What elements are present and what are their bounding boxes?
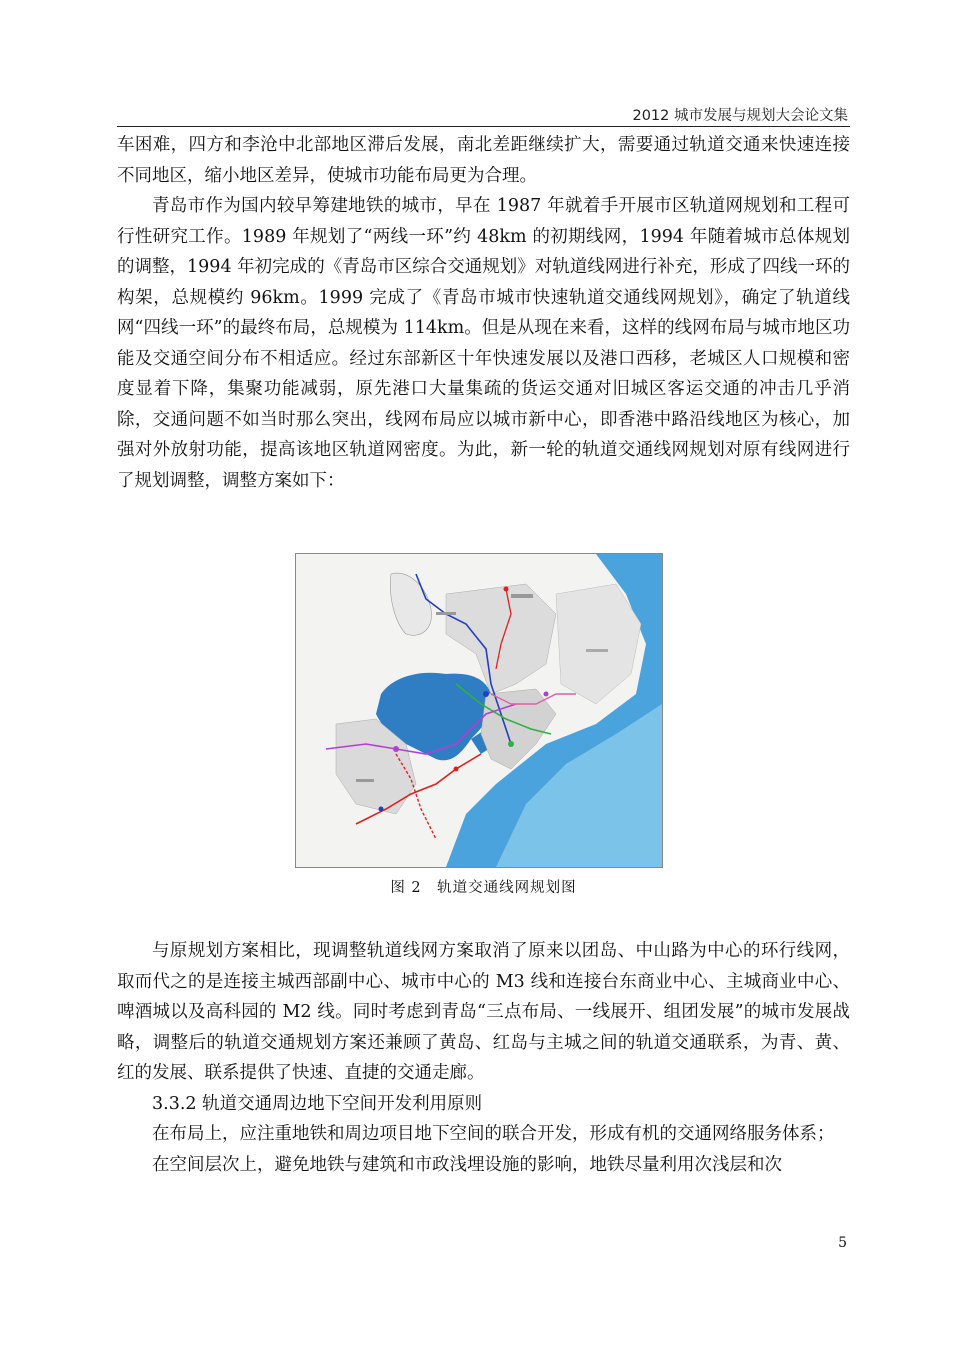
section-heading: 3.3.2 轨道交通周边地下空间开发利用原则 <box>152 1093 483 1114</box>
paragraph: 在布局上，应注重地铁和周边项目地下空间的联合开发，形成有机的交通网络服务体系； <box>152 1124 835 1144</box>
paragraph: 与原规划方案相比，现调整轨道线网方案取消了原来以团岛、中山路为中心的环行线网，取而代之的是连接主城西部副中心、城市中心的 M3 线和连接台东商业中心、主城商业中心、啤酒城以及高科园的 M2 线。同时考虑到青岛“三点布局、一线展开、组团发展”的城市发展战略，调整后的轨道交通规划方案还兼顾了黄岛、红岛与主城之间的轨道交通联系，为青、黄、红的发展、联系提供了快速、直捷的交通走廊。 <box>117 941 850 1083</box>
page-number: 5 <box>838 1235 847 1251</box>
rail-network-map <box>295 553 663 868</box>
paragraph: 青岛市作为国内较早筹建地铁的城市，早在 1987 年就着手开展市区轨道网规划和工程可行性研究工作。1989 年规划了“两线一环”约 48km 的初期线网，1994 年随着城市总体规划的调整，1994 年初完成的《青岛市区综合交通规划》对轨道线网进行补充，形成了四线一环的构架，总规模约 96km。1999 完成了《青岛市城市快速轨道交通线网规划》，确定了轨道线网“四线一环”的最终布局，总规模为 114km。但是从现在来看，这样的线网布局与城市地区功能及交通空间分布不相适应。经过东部新区十年快速发展以及港口西移，老城区人口规模和密度显着下降，集聚功能减弱，原先港口大量集疏的货运交通对旧城区客运交通的冲击几乎消除，交通问题不如当时那么突出，线网布局应以城市新中心，即香港中路沿线地区为核心，加强对外放射功能，提高该地区轨道网密度。为此，新一轮的轨道交通线网规划对原有线网进行了规划调整，调整方案如下： <box>117 196 850 491</box>
figure-caption: 图 2 轨道交通线网规划图 <box>390 880 577 896</box>
running-header <box>117 100 850 127</box>
body-text-bottom <box>117 936 850 1180</box>
map-graphic <box>296 554 662 867</box>
header-title: 2012 城市发展与规划大会论文集 <box>632 108 848 124</box>
body-text-top <box>117 130 850 496</box>
paragraph: 在空间层次上，避免地铁与建筑和市政浅埋设施的影响，地铁尽量利用次浅层和次 <box>152 1154 782 1175</box>
paragraph: 车困难，四方和李沧中北部地区滞后发展，南北差距继续扩大，需要通过轨道交通来快速连接不同地区，缩小地区差异，使城市功能布局更为合理。 <box>117 135 850 186</box>
